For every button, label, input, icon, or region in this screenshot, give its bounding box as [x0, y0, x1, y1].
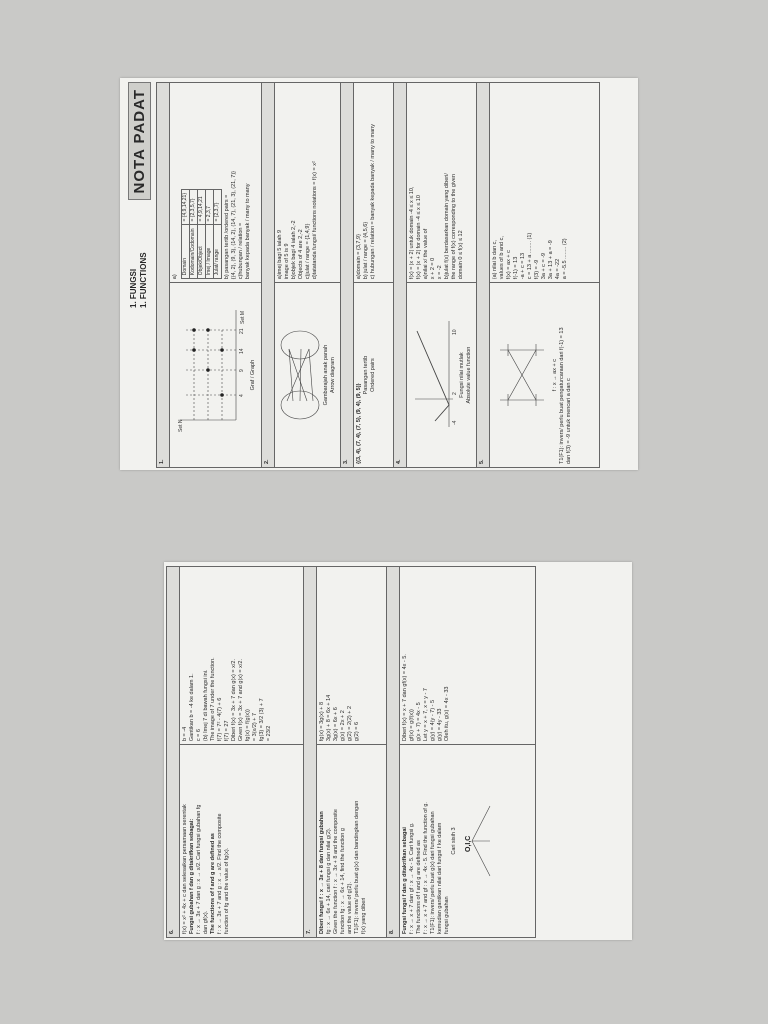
- section-number: 6.: [167, 567, 180, 938]
- section-8-answer-cell: [400, 567, 536, 745]
- note-line: (a) nilai b dan c,: [492, 240, 498, 280]
- note-line: fg : x → 6x + 14, cari fungsi g dan nilai g(2).: [326, 827, 332, 934]
- note-line: c)hubungan / relation =: [238, 222, 244, 280]
- note-line: -a + c = 13: [520, 252, 526, 280]
- answer-line: g(x) = 2x + 2: [340, 710, 346, 742]
- section-4-graph-cell: [407, 283, 477, 468]
- notes-page-1: [120, 78, 638, 470]
- table-cell: Imej / Image: [206, 225, 214, 279]
- answer-line: g(y) = 4y - 33: [437, 708, 443, 742]
- section-number: 3.: [341, 83, 354, 468]
- section-6-answer-cell: [180, 567, 304, 745]
- graph-y-axis-label: Set N: [178, 419, 184, 433]
- table-cell: Objek/Object: [198, 225, 206, 279]
- table-cell: = 2,3,7: [206, 189, 214, 225]
- note-line: f : x → 3x + 7 dan g : x → x/2. Cari fungsi gubahan fg: [196, 804, 202, 934]
- diagram-caption: [323, 286, 337, 464]
- diagram-caption: Cari sisih 3: [451, 827, 457, 855]
- note-line: Objects of 4 are 2,-2: [298, 229, 304, 280]
- answer-line: = 23/2: [266, 725, 272, 742]
- note-line: The functions of f and g are defined as: [210, 833, 216, 934]
- section-3-pairs-cell: [354, 283, 394, 468]
- note-line: Given the function f : x → 3x + 8 and the composite: [333, 809, 339, 934]
- x-tick: 10: [452, 329, 458, 336]
- graph-caption: Graf / Graph: [250, 359, 256, 391]
- answer-line: Oleh itu, g(x) = 4x - 33: [444, 686, 450, 742]
- x-tick: 4: [239, 394, 245, 398]
- note-line: c = 13 + a ........ (1): [527, 232, 533, 280]
- section-1-notes-cell: [170, 83, 262, 283]
- note-line: The functions of f and g are defined as: [416, 840, 422, 934]
- answer-line: Gantikan b = -4 ke dalam 1.: [189, 673, 195, 742]
- section-number: 5.: [477, 83, 490, 468]
- note-line: f : x → 3x + 7 and g : x → x/2. Find the composite: [217, 813, 223, 934]
- note-line: T1(F1): invers/ perlu buat g(x) dan bandingkan dengan: [354, 800, 360, 934]
- answer-line: Given f(x) = 3x + 7 and g(x) = x/2.: [238, 659, 244, 742]
- domain-range-table: [181, 189, 222, 279]
- rules-diagram: [460, 786, 494, 896]
- table-cell: = {2,3,5,7}: [190, 189, 198, 225]
- section-2-diagram-cell: [275, 283, 341, 468]
- ordered-pairs: {(3, 4), (7, 4), (7, 5), (9, 4), (9, 5)}: [356, 383, 362, 464]
- answer-line: gf(x) = g(f(x)): [409, 709, 415, 742]
- answer-line: g(x + 7) = 4x - 5: [416, 702, 422, 742]
- answer-line: Let y = x + 7, x = y - 7: [423, 688, 429, 742]
- note-line: b) julat / range = {4,5,6}: [363, 221, 369, 280]
- absolute-value-graph: [411, 315, 457, 435]
- answer-line: fg(3) = 3/2 (3) + 7: [259, 698, 265, 742]
- page-2-content: [166, 566, 630, 938]
- section-4-notes-cell: [407, 83, 477, 283]
- caption-line: Ordered pairs: [370, 358, 376, 392]
- note-line: b) pasangan tertib /ordered pairs =: [224, 194, 230, 280]
- notes-table-2: [166, 566, 536, 938]
- note-line: f : x → x + 7 dan gf : x → 4x - 5. Cari fungsi g.: [409, 822, 415, 934]
- note-line: image of 5 is 9: [284, 243, 290, 280]
- note-line: x + 2 = 0: [430, 257, 436, 280]
- answer-line: = 3(x/2) + 7: [252, 712, 258, 742]
- section-number: 2.: [262, 83, 275, 468]
- answer-line: f(7) = 27: [224, 720, 230, 742]
- answer-line: g(y) = 4(y - 7) - 5: [430, 699, 436, 742]
- page-1-content: [122, 82, 636, 468]
- section-number: 4.: [394, 83, 407, 468]
- x-tick: -4: [452, 420, 458, 426]
- caption-line: Pasangan tertib: [363, 355, 369, 395]
- mapping-function: f : x → ax + c: [552, 358, 558, 392]
- section-6-question-cell: [180, 745, 304, 938]
- note-line: x = -2: [437, 265, 443, 280]
- answer-line: g(2) = 6: [354, 721, 360, 742]
- notes-table-1: [156, 82, 600, 468]
- pairs-caption: [363, 286, 377, 464]
- section-number: 1.: [157, 83, 170, 468]
- section-7-question-cell: [317, 745, 387, 938]
- section-number: 7.: [304, 567, 317, 938]
- arrow-diagram: [279, 315, 321, 435]
- table-cell: Domain: [182, 225, 190, 279]
- chapter-heading: [129, 252, 149, 308]
- section-number: 8.: [387, 567, 400, 938]
- note-line: fungsi gubahan: [444, 896, 450, 934]
- x-tick: 2: [452, 392, 458, 396]
- note-line: dan gf(x).: [203, 910, 209, 934]
- note-line: banyak kepada banyak / many to many: [245, 183, 251, 280]
- note-line: a = -5.5 ........ (2): [562, 238, 568, 280]
- x-tick: 14: [239, 348, 245, 355]
- note-line: 3a + 13 + a = -9: [548, 240, 554, 280]
- note-line: 4a = -22: [555, 258, 561, 280]
- note-line: b)objek bagi 4 ialah 2,-2: [291, 220, 297, 280]
- note-line: the range of f(x) corresponding to the given: [451, 174, 457, 280]
- note-line: a)nilai x/ the value of: [423, 228, 429, 280]
- answer-line: 3g(x) = 6x + 6: [333, 707, 339, 742]
- answer-line: fg(x) = f(g(x)): [245, 709, 251, 742]
- answer-line: f(7) = 7² - 4(7) + 6: [217, 697, 223, 742]
- relation-graph: [174, 300, 248, 450]
- answer-line: 3g(x) + 8 = 6x + 14: [326, 694, 332, 742]
- note-line: d)tatatanda fungsi/ functions notations = f(x) = x²: [312, 161, 318, 280]
- note-line: domain 0 ≤ f(x) ≤ 12: [458, 230, 464, 280]
- note-line: a)imej bagi 5 ialah 9: [277, 229, 283, 280]
- note-line: Fungsi fungsi f dan g ditakrifkan sebagai: [402, 827, 408, 934]
- graph-x-axis-label: Set M: [240, 311, 246, 325]
- caption-line: Absolute value function: [466, 346, 472, 404]
- caption-line: Fungsi nilai mutlak: [459, 352, 465, 398]
- table-cell: Julat/ range: [214, 225, 222, 279]
- caption-line: Arrow diagram: [330, 357, 336, 393]
- answer-line: c = 6: [196, 729, 202, 742]
- section-2-notes-cell: [275, 83, 341, 283]
- footer-note: dan f(3) = -9 untuk mencari a dan c: [566, 378, 572, 464]
- answer-line: fg(x) = 3g(x) + 8: [319, 701, 325, 742]
- part-a-label: a): [172, 274, 178, 280]
- table-cell: = {2,3,7}: [214, 189, 222, 225]
- answer-line: (b) Imej 7 di bawah fungsi ini.: [203, 669, 209, 742]
- graph-caption: [459, 286, 473, 464]
- section-3-notes-cell: [354, 83, 394, 283]
- note-line: f(-1) = 13: [513, 256, 519, 280]
- table-cell: = 4,9,14,21: [198, 189, 206, 225]
- note-line: f(x) yang diberi: [361, 897, 367, 934]
- note-line: function of fg and the value of fg(x).: [224, 847, 230, 934]
- note-line: 3a + c = -9: [541, 252, 547, 280]
- caption-line: Gambarajah anak panah: [323, 344, 329, 406]
- table-cell: = {4,9,14,21}: [182, 189, 190, 225]
- answer-line: Diberi f(x) = x + 7 dan gf(x) = 4x - 5.: [402, 654, 408, 742]
- note-line: b)julat f(x) berdasarkan domain yang diberi/: [444, 173, 450, 280]
- note-line: and the value of g(2).: [347, 882, 353, 934]
- x-tick: 9: [239, 369, 245, 373]
- note-line: {(4, 2), (9, 3), (14, 2), (14, 7), (21, 3), (21, 7)}: [231, 170, 237, 280]
- section-7-answer-cell: [317, 567, 387, 745]
- note-line: Diberi fungsi f : x → 3x + 8 dan fungsi gubahan: [319, 811, 325, 934]
- chapter-line-english: 1. FUNCTIONS: [139, 252, 148, 308]
- answer-line: b = -4: [182, 726, 188, 742]
- chapter-line-malay: 1. FUNGSI: [129, 268, 138, 308]
- mapping-diagram: [494, 320, 550, 430]
- section-5-notes-cell: [490, 83, 600, 283]
- note-line: Fungsi gubahan f dan g ditakrifkan sebagai:: [189, 818, 195, 934]
- note-line: f(x) = ax + c: [506, 250, 512, 280]
- table-cell: Kodomain/Codomain: [190, 225, 198, 279]
- page-title: NOTA PADAT: [128, 82, 151, 200]
- note-line: a)domain = {3,7,9}: [356, 234, 362, 280]
- section-1-graph-cell: [170, 283, 262, 468]
- section-5-diagram-cell: [490, 283, 600, 468]
- diagram-label: O,I,C: [465, 835, 472, 853]
- note-line: T1(F1): invers/ perlu buat g(x) dari fungsi gubahan: [430, 811, 436, 934]
- answer-line: Diberi f(x) = 3x + 7 dan g(x) = x/2.: [231, 659, 237, 742]
- page-1-header: [122, 82, 156, 468]
- note-line: f(x) = |x + 2| untuk domain -4 ≤ x ≤ 10,: [409, 186, 415, 280]
- section-8-question-cell: [400, 745, 536, 938]
- note-line: function fg : x → 6x + 14, find the function g: [340, 828, 346, 934]
- note-line: c) hubungan / relation = banyak kepada banyak / many to many: [370, 124, 376, 280]
- note-line: kemudian gantikan nilai dari fungsi f ke dalam: [437, 822, 443, 934]
- note-line: f(x) = |x + 2| for domain -4 ≤ x ≤ 10: [416, 195, 422, 280]
- note-line: values of b and c,: [499, 236, 505, 280]
- note-line: c)julat / range = {1,4,9}: [305, 223, 311, 280]
- footer-note: T1(F1): invers/ perlu buat pengaturcaraan dari f(-1) = 13: [559, 327, 565, 464]
- notes-page-2: [164, 562, 632, 940]
- x-tick: 21: [239, 328, 245, 335]
- answer-line: The image of 7 under the function.: [210, 657, 216, 742]
- note-line: f(x) = x² + 4x + c dan selesaikan persamaan serentak: [182, 804, 188, 934]
- note-line: f : x → x + 7 and gf : x → 4x - 5. Find the function of g.: [423, 802, 429, 934]
- note-line: f(3) = -9: [534, 259, 540, 280]
- answer-line: g(2) = 2(2) + 2: [347, 705, 353, 742]
